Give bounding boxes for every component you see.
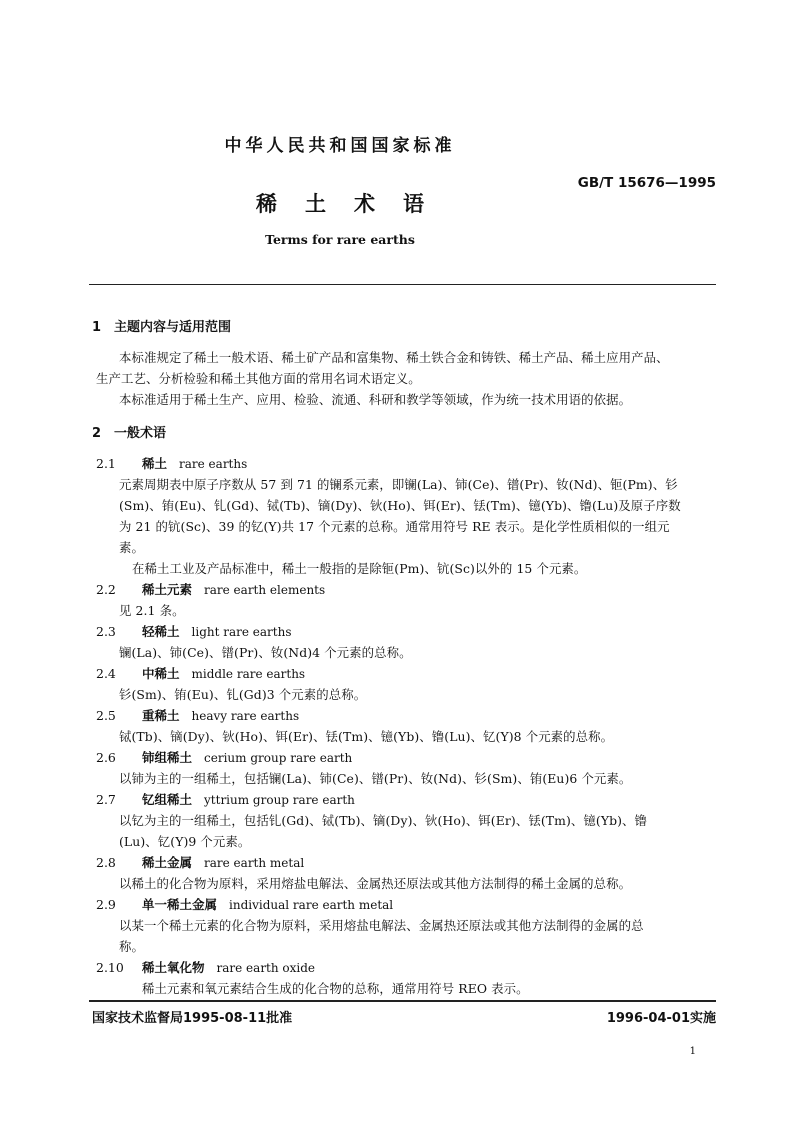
term-number: 2.2 xyxy=(96,582,116,597)
term-definition-line: 元素周期表中原子序数从 57 到 71 的镧系元素，即镧(La)、铈(Ce)、镨(Pr)、钕(Nd)、钷(Pm)、钐 xyxy=(119,477,678,492)
term-definition-line: 素。 xyxy=(119,540,144,555)
term-name: 中稀土 xyxy=(142,666,180,681)
header-divider xyxy=(89,284,716,285)
term-number: 2.6 xyxy=(96,750,116,765)
term-heading xyxy=(96,853,304,871)
paragraph-line: 本标准规定了稀土一般术语、稀土矿产品和富集物、稀土铁合金和铸铁、稀土产品、稀土应用产品、 xyxy=(119,350,669,365)
section-number: 1 xyxy=(92,320,102,335)
term-heading xyxy=(96,706,299,724)
term-name: 重稀土 xyxy=(142,708,180,723)
document-subtitle: Terms for rare earths xyxy=(265,232,415,247)
term-name: 单一稀土金属 xyxy=(142,897,218,912)
paragraph-line: 生产工艺、分析检验和稀土其他方面的常用名词术语定义。 xyxy=(96,371,421,386)
section-title: 主题内容与适用范围 xyxy=(114,320,232,335)
term-name: 铈组稀土 xyxy=(142,750,193,765)
term-english: rare earth metal xyxy=(204,856,305,870)
term-english: rare earth oxide xyxy=(216,961,316,975)
term-definition-line: 见 2.1 条。 xyxy=(119,603,185,618)
term-number: 2.4 xyxy=(96,666,116,681)
term-heading xyxy=(96,622,291,640)
term-number: 2.5 xyxy=(96,708,116,723)
term-english: light rare earths xyxy=(191,625,292,639)
term-english: individual rare earth metal xyxy=(229,898,394,912)
term-definition-line: (Lu)、钇(Y)9 个元素。 xyxy=(119,834,251,849)
section-title: 一般术语 xyxy=(114,426,167,441)
term-definition-line: 为 21 的钪(Sc)、39 的钇(Y)共 17 个元素的总称。通常用符号 RE 表示。是化学性质相似的一组元 xyxy=(119,519,670,534)
term-number: 2.10 xyxy=(96,960,124,975)
term-heading xyxy=(96,790,355,808)
footer-divider xyxy=(89,1000,716,1002)
term-definition-line: 以钇为主的一组稀土，包括钆(Gd)、铽(Tb)、镝(Dy)、钬(Ho)、铒(Er)、铥(Tm)、镱(Yb)、镥 xyxy=(119,813,648,828)
term-name: 轻稀土 xyxy=(142,624,180,639)
term-name: 稀土金属 xyxy=(142,855,193,870)
term-number: 2.9 xyxy=(96,897,116,912)
page-number: 1 xyxy=(689,1046,696,1057)
term-definition-line: 在稀土工业及产品标准中，稀土一般指的是除钷(Pm)、钪(Sc)以外的 15 个元素。 xyxy=(132,561,587,576)
paragraph-line: 本标准适用于稀土生产、应用、检验、流通、科研和教学等领域，作为统一技术用语的依据。 xyxy=(119,392,632,407)
term-english: cerium group rare earth xyxy=(204,751,353,765)
term-definition-line: (Sm)、铕(Eu)、钆(Gd)、铽(Tb)、镝(Dy)、钬(Ho)、铒(Er)、铥(Tm)、镱(Yb)、镥(Lu)及原子序数 xyxy=(119,498,681,513)
section-1-heading xyxy=(92,316,231,335)
term-number: 2.3 xyxy=(96,624,116,639)
approval-statement: 国家技术监督局1995-08-11批准 xyxy=(92,1011,293,1026)
implementation-date: 1996-04-01实施 xyxy=(606,1011,716,1026)
section-2-heading xyxy=(92,422,166,441)
term-heading xyxy=(96,895,393,913)
term-english: yttrium group rare earth xyxy=(204,793,355,807)
term-english: middle rare earths xyxy=(191,667,306,681)
standard-code: GB/T 15676—1995 xyxy=(577,175,716,191)
term-heading xyxy=(96,454,247,472)
term-heading xyxy=(96,958,315,976)
term-definition-line: 钐(Sm)、铕(Eu)、钆(Gd)3 个元素的总称。 xyxy=(119,687,367,702)
term-definition-line: 以某一个稀土元素的化合物为原料，采用熔盐电解法、金属热还原法或其他方法制得的金属的总 xyxy=(119,918,644,933)
term-number: 2.1 xyxy=(96,456,116,471)
document-title: 稀土术语 xyxy=(256,192,452,216)
term-english: rare earths xyxy=(179,457,248,471)
term-definition-line: 镧(La)、铈(Ce)、镨(Pr)、钕(Nd)4 个元素的总称。 xyxy=(119,645,412,660)
term-heading xyxy=(96,664,305,682)
term-number: 2.8 xyxy=(96,855,116,870)
term-heading xyxy=(96,748,352,766)
term-definition-line: 以铈为主的一组稀土，包括镧(La)、铈(Ce)、镨(Pr)、钕(Nd)、钐(Sm)、铕(Eu)6 个元素。 xyxy=(119,771,632,786)
term-definition-line: 稀土元素和氧元素结合生成的化合物的总称，通常用符号 REO 表示。 xyxy=(142,981,529,996)
term-definition-line: 以稀土的化合物为原料，采用熔盐电解法、金属热还原法或其他方法制得的稀土金属的总称。 xyxy=(119,876,632,891)
term-name: 稀土 xyxy=(142,456,168,471)
term-definition-line: 称。 xyxy=(119,939,144,954)
term-english: heavy rare earths xyxy=(191,709,300,723)
term-number: 2.7 xyxy=(96,792,116,807)
term-english: rare earth elements xyxy=(204,583,326,597)
term-name: 稀土元素 xyxy=(142,582,193,597)
term-name: 稀土氧化物 xyxy=(142,960,205,975)
section-number: 2 xyxy=(92,426,102,441)
standard-organization: 中华人民共和国国家标准 xyxy=(224,136,456,156)
term-heading xyxy=(96,580,325,598)
term-name: 钇组稀土 xyxy=(142,792,193,807)
term-definition-line: 铽(Tb)、镝(Dy)、钬(Ho)、铒(Er)、铥(Tm)、镱(Yb)、镥(Lu)、钇(Y)8 个元素的总称。 xyxy=(119,729,614,744)
